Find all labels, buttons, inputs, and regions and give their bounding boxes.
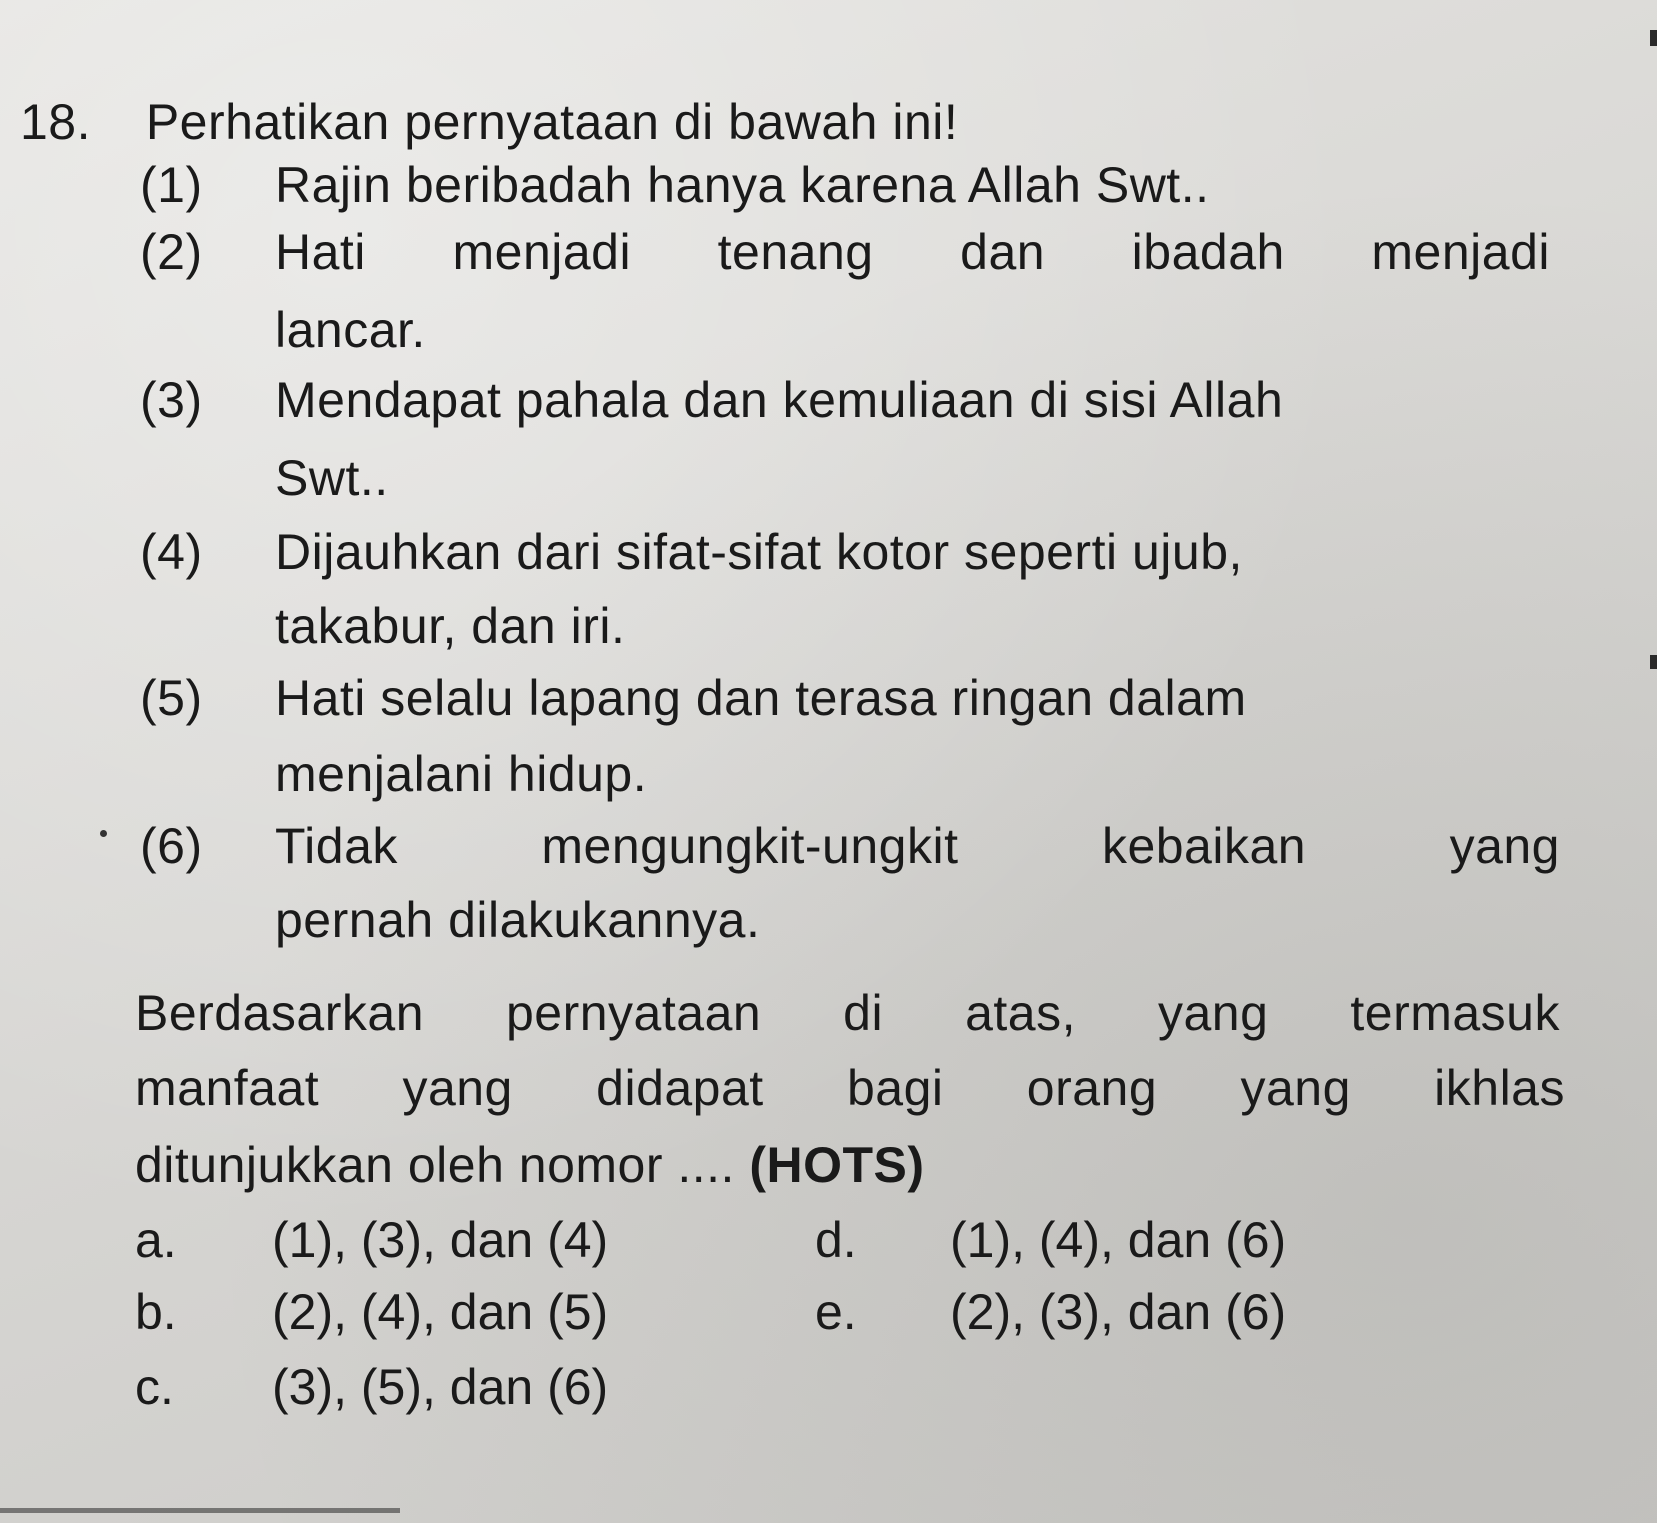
prompt-line-3 [135, 1135, 925, 1195]
statement-4-continuation: takabur, dan iri. [275, 598, 626, 654]
stray-dot-mark [100, 830, 107, 837]
statement-6-continuation: pernah dilakukannya. [275, 892, 761, 948]
prompt-line-2: manfaat yang didapat bagi orang yang ikhlas [135, 1060, 1565, 1116]
statement-2-continuation: lancar. [275, 302, 426, 358]
question-number: 18. [20, 94, 92, 150]
statement-text: Mendapat pahala dan kemuliaan di sisi Allah [275, 372, 1284, 428]
statement-number: (6) [140, 818, 203, 874]
option-text: (1), (4), dan (6) [950, 1212, 1287, 1268]
question-intro: Perhatikan pernyataan di bawah ini! [145, 94, 959, 150]
bottom-edge-mark [0, 1508, 400, 1513]
statement-4 [140, 522, 1243, 582]
statement-text: Tidak mengungkit-ungkit kebaikan yang [275, 818, 1560, 874]
prompt-line-1: Berdasarkan pernyataan di atas, yang termasuk [135, 985, 1560, 1041]
option-letter: e. [815, 1284, 857, 1340]
statement-number: (2) [140, 224, 203, 280]
statement-2 [140, 222, 1550, 282]
statement-1 [140, 155, 1209, 215]
statement-3 [140, 370, 1283, 430]
edge-tick-mark [1650, 30, 1657, 46]
prompt-text: ditunjukkan oleh nomor .... [135, 1137, 735, 1193]
question-header [20, 92, 958, 152]
option-text: (2), (3), dan (6) [950, 1284, 1287, 1340]
option-text: (3), (5), dan (6) [272, 1359, 609, 1415]
statement-number: (4) [140, 524, 203, 580]
hots-tag: (HOTS) [749, 1137, 925, 1193]
statement-text: Dijauhkan dari sifat-sifat kotor seperti ujub, [275, 524, 1243, 580]
option-text: (1), (3), dan (4) [272, 1212, 609, 1268]
statement-5 [140, 668, 1247, 728]
statement-number: (3) [140, 372, 203, 428]
statement-3-continuation: Swt.. [275, 450, 389, 506]
option-text: (2), (4), dan (5) [272, 1284, 609, 1340]
option-letter: d. [815, 1212, 857, 1268]
option-letter: b. [135, 1284, 177, 1340]
option-letter: a. [135, 1212, 177, 1268]
statement-text: Rajin beribadah hanya karena Allah Swt.. [275, 157, 1210, 213]
statement-6 [140, 816, 1560, 876]
statement-5-continuation: menjalani hidup. [275, 746, 648, 802]
statement-number: (1) [140, 157, 203, 213]
edge-tick-mark [1650, 655, 1657, 669]
statement-text: Hati menjadi tenang dan ibadah menjadi [275, 224, 1550, 280]
statement-number: (5) [140, 670, 203, 726]
statement-text: Hati selalu lapang dan terasa ringan dalam [275, 670, 1247, 726]
option-letter: c. [135, 1359, 174, 1415]
